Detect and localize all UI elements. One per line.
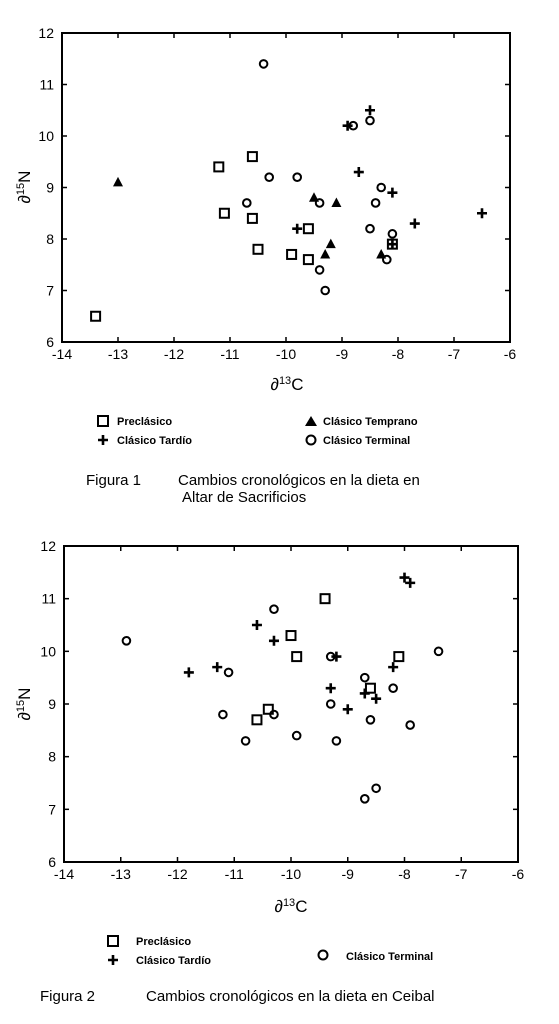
plot-frame	[62, 33, 510, 342]
point-triangle	[320, 249, 330, 259]
plot-frame	[64, 546, 518, 862]
x-tick-label: -11	[220, 346, 240, 362]
point-plus	[371, 694, 381, 704]
point-square	[91, 312, 100, 321]
y-tick-label: 12	[38, 25, 54, 41]
y-tick-label: 7	[48, 801, 56, 818]
point-plus	[387, 188, 397, 198]
figure-caption	[86, 472, 141, 489]
point-circle	[333, 737, 341, 745]
point-circle	[316, 199, 324, 207]
point-circle	[270, 605, 278, 613]
legend-marker-square	[98, 416, 108, 426]
y-axis-label: ∂$^{15}$N	[15, 687, 34, 721]
point-circle	[372, 784, 380, 792]
x-tick-label: -14	[51, 346, 73, 362]
caption-label: Figura 2	[40, 988, 96, 1005]
point-circle	[293, 173, 301, 181]
point-circle	[293, 732, 301, 740]
legend	[98, 416, 418, 447]
legend-marker-plus	[98, 435, 108, 445]
figure-caption-line2: Altar de Sacrificios	[182, 489, 307, 506]
y-tick-label: 12	[40, 538, 56, 554]
point-square	[254, 245, 263, 254]
point-circle	[367, 716, 375, 724]
legend-label: Clásico Temprano	[323, 416, 418, 428]
point-triangle	[113, 177, 123, 187]
point-plus	[360, 688, 370, 698]
point-square	[214, 162, 223, 171]
x-tick-label: -14	[53, 866, 75, 882]
x-axis-label: ∂$^{13}$C	[270, 375, 304, 394]
point-square	[252, 715, 261, 724]
point-circle	[361, 795, 369, 803]
point-square	[287, 250, 296, 259]
point-circle	[243, 199, 251, 207]
point-square	[366, 684, 375, 693]
point-plus	[400, 573, 410, 583]
legend-marker-plus	[108, 955, 118, 965]
x-tick-label: -10	[280, 866, 302, 882]
point-plus	[388, 662, 398, 672]
point-circle	[265, 173, 273, 181]
legend-marker-circle	[319, 951, 328, 960]
point-square	[292, 652, 301, 661]
point-circle	[366, 117, 374, 125]
point-plus	[292, 224, 302, 234]
point-triangle	[331, 197, 341, 207]
point-plus	[343, 704, 353, 714]
legend-label: Clásico Tardío	[117, 435, 192, 447]
legend-label: Clásico Tardío	[136, 955, 211, 967]
point-plus	[212, 662, 222, 672]
point-plus	[252, 620, 262, 630]
legend-label: Clásico Terminal	[323, 435, 411, 447]
y-axis-label: ∂$^{15}$N	[15, 170, 34, 204]
point-circle	[316, 266, 324, 274]
point-square	[304, 224, 313, 233]
point-square	[304, 255, 313, 264]
point-circle	[242, 737, 250, 745]
point-plus	[269, 636, 279, 646]
legend-label: Preclásico	[117, 416, 173, 428]
x-tick-label: -10	[275, 346, 297, 362]
point-circle	[389, 684, 397, 692]
point-plus	[326, 683, 336, 693]
x-axis-label: ∂$^{13}$C	[274, 897, 308, 916]
point-circle	[372, 199, 380, 207]
y-tick-label: 11	[41, 590, 56, 607]
x-tick-label: -6	[503, 346, 517, 362]
point-circle	[383, 256, 391, 264]
y-tick-label: 8	[48, 748, 56, 765]
point-plus	[410, 219, 420, 229]
point-plus	[405, 578, 415, 588]
y-tick-label: 9	[46, 179, 54, 196]
legend-marker-triangle	[305, 416, 317, 426]
legend-marker-circle	[307, 436, 316, 445]
point-square	[394, 652, 403, 661]
point-square	[287, 631, 296, 640]
point-square	[220, 209, 229, 218]
x-tick-label: -12	[167, 866, 188, 882]
point-circle	[123, 637, 131, 645]
figure-caption-line1: Cambios cronológicos en la dieta en	[178, 472, 420, 489]
x-tick-label: -11	[224, 866, 244, 882]
point-triangle	[326, 239, 336, 249]
y-tick-label: 10	[38, 128, 54, 144]
figure-caption	[40, 988, 95, 1005]
legend	[108, 936, 433, 967]
point-circle	[389, 230, 397, 238]
chart-1	[15, 25, 516, 506]
point-plus	[477, 208, 487, 218]
y-tick-label: 8	[46, 231, 54, 247]
legend-label: Preclásico	[136, 936, 192, 948]
legend-label: Clásico Terminal	[346, 951, 434, 963]
x-tick-label: -7	[455, 866, 468, 882]
x-tick-label: -8	[391, 346, 405, 362]
point-circle	[406, 721, 414, 729]
legend-marker-square	[108, 936, 118, 946]
x-tick-label: -6	[511, 866, 525, 882]
point-circle	[435, 648, 443, 656]
x-tick-label: -13	[107, 346, 129, 362]
point-circle	[327, 700, 335, 708]
y-tick-label: 6	[48, 854, 56, 870]
y-tick-label: 7	[46, 282, 54, 299]
point-circle	[377, 184, 385, 192]
point-circle	[219, 711, 227, 719]
x-tick-label: -9	[341, 866, 354, 882]
y-tick-label: 6	[46, 334, 54, 350]
caption-label: Figura 1	[86, 472, 142, 489]
point-plus	[365, 105, 375, 115]
point-circle	[260, 60, 268, 68]
point-square	[248, 152, 257, 161]
point-circle	[361, 674, 369, 682]
point-plus	[354, 167, 364, 177]
x-tick-label: -7	[447, 346, 461, 362]
point-circle	[225, 669, 233, 677]
x-tick-label: -8	[398, 866, 411, 882]
point-circle	[366, 225, 374, 233]
x-tick-label: -9	[335, 346, 349, 362]
figure-caption-line1: Cambios cronológicos en la dieta en Ceibal	[146, 988, 435, 1005]
x-tick-label: -13	[110, 866, 131, 882]
point-square	[248, 214, 257, 223]
chart-2	[15, 538, 524, 1005]
y-tick-label: 10	[40, 643, 56, 660]
y-tick-label: 11	[39, 76, 54, 93]
x-tick-label: -12	[163, 346, 185, 362]
point-circle	[321, 287, 329, 295]
y-tick-label: 9	[48, 696, 56, 712]
point-square	[321, 594, 330, 603]
point-plus	[184, 667, 194, 677]
